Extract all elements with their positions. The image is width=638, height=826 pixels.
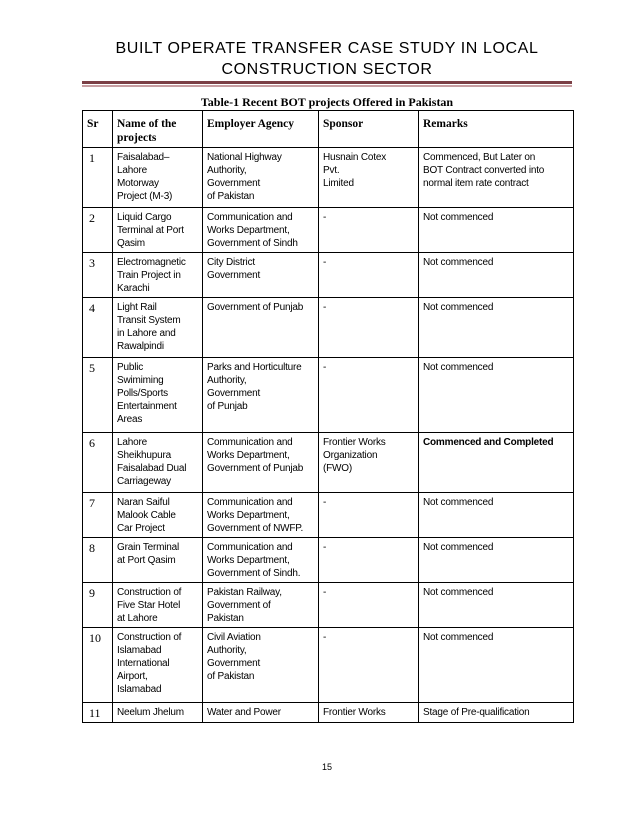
- row-employer-line: Parks and Horticulture: [207, 362, 302, 373]
- row-sr: 6: [83, 433, 113, 493]
- row-employer-line: Pakistan: [207, 613, 244, 624]
- row-name-line: International: [117, 658, 170, 669]
- row-employer: [203, 538, 319, 583]
- row-sponsor: [319, 703, 419, 723]
- table-row: [83, 628, 574, 703]
- row-name-line: Construction of: [117, 587, 182, 598]
- row-remarks: [419, 703, 574, 723]
- row-remarks: [419, 493, 574, 538]
- row-sponsor-line: Frontier Works: [323, 707, 386, 718]
- row-name: [113, 628, 203, 703]
- row-employer: [203, 253, 319, 298]
- row-name: [113, 358, 203, 433]
- row-name-line: Transit System: [117, 315, 181, 326]
- row-name: [113, 208, 203, 253]
- row-remarks-line: Not commenced: [423, 257, 494, 268]
- row-remarks-line: Stage of Pre-qualification: [423, 707, 530, 718]
- row-name-line: Malook Cable: [117, 510, 176, 521]
- row-sponsor: [319, 433, 419, 493]
- header-line-1: BUILT OPERATE TRANSFER CASE STUDY IN LOCAL: [115, 40, 539, 57]
- row-sponsor: [319, 208, 419, 253]
- row-employer-line: Government: [207, 270, 261, 281]
- row-employer-line: Communication and: [207, 212, 293, 223]
- row-name-line: Faisalabad–: [117, 152, 170, 163]
- row-employer: [203, 208, 319, 253]
- document-header: [82, 38, 572, 80]
- row-employer: [203, 703, 319, 723]
- row-sponsor: [319, 253, 419, 298]
- row-remarks-line: Commenced and Completed: [423, 437, 554, 448]
- row-sponsor: [319, 358, 419, 433]
- row-sponsor-line: (FWO): [323, 463, 352, 474]
- row-name-line: Electromagnetic: [117, 257, 186, 268]
- row-employer: [203, 583, 319, 628]
- row-name-line: Polls/Sports: [117, 388, 168, 399]
- row-name-line: Faisalabad Dual: [117, 463, 187, 474]
- row-name-line: Airport,: [117, 671, 148, 682]
- row-remarks-line: Not commenced: [423, 587, 494, 598]
- row-name-line: Islamabad: [117, 645, 162, 656]
- row-name: [113, 253, 203, 298]
- row-employer-line: Government: [207, 178, 261, 189]
- row-employer-line: Government: [207, 658, 261, 669]
- row-name: [113, 493, 203, 538]
- row-sponsor-line: Husnain Cotex: [323, 152, 386, 163]
- column-header-employer: Employer Agency: [203, 111, 319, 148]
- row-employer-line: City District: [207, 257, 255, 268]
- row-sponsor: [319, 628, 419, 703]
- row-employer-line: National Highway: [207, 152, 282, 163]
- row-employer: [203, 358, 319, 433]
- header-rule-dark: [82, 81, 572, 84]
- row-name-line: Islamabad: [117, 684, 162, 695]
- row-employer-line: Communication and: [207, 497, 293, 508]
- row-employer-line: Government of Punjab: [207, 463, 304, 474]
- row-employer-line: Government: [207, 388, 261, 399]
- row-name: [113, 433, 203, 493]
- row-name: [113, 298, 203, 358]
- row-name-line: Lahore: [117, 437, 147, 448]
- row-sponsor-line: -: [323, 497, 327, 508]
- table-row: [83, 298, 574, 358]
- table-row: [83, 703, 574, 723]
- row-employer-line: Government of Sindh: [207, 238, 298, 249]
- row-employer-line: Authority,: [207, 165, 247, 176]
- table-row: [83, 538, 574, 583]
- table-caption: Table-1 Recent BOT projects Offered in Pakistan: [200, 95, 454, 109]
- row-name-line: Construction of: [117, 632, 182, 643]
- row-employer-line: of Punjab: [207, 401, 248, 412]
- table-header-row: [83, 111, 574, 148]
- row-sr: 7: [83, 493, 113, 538]
- row-remarks-line: Not commenced: [423, 212, 494, 223]
- row-name-line: Car Project: [117, 523, 165, 534]
- row-remarks-line: normal item rate contract: [423, 178, 529, 189]
- row-name-line: Karachi: [117, 283, 150, 294]
- page-number: 15: [321, 762, 332, 772]
- row-sr: 5: [83, 358, 113, 433]
- row-sr: 10: [83, 628, 113, 703]
- row-name-line: at Port Qasim: [117, 555, 176, 566]
- row-employer: [203, 148, 319, 208]
- row-employer-line: Water and Power: [207, 707, 281, 718]
- column-header-remarks: Remarks: [419, 111, 574, 148]
- row-name-line: Public: [117, 362, 144, 373]
- row-name-line: Sheikhupura: [117, 450, 171, 461]
- bot-projects-table: [82, 110, 574, 723]
- row-sr: 1: [83, 148, 113, 208]
- row-employer-line: Works Department,: [207, 555, 290, 566]
- row-remarks: [419, 208, 574, 253]
- row-employer-line: Authority,: [207, 375, 247, 386]
- table-row: [83, 433, 574, 493]
- table-row: [83, 358, 574, 433]
- row-name-line: Rawalpindi: [117, 341, 164, 352]
- row-remarks: [419, 148, 574, 208]
- row-name-line: Grain Terminal: [117, 542, 180, 553]
- row-remarks: [419, 538, 574, 583]
- row-employer-line: Civil Aviation: [207, 632, 261, 643]
- row-name-line: Naran Saiful: [117, 497, 170, 508]
- row-remarks: [419, 433, 574, 493]
- row-employer-line: Government of Punjab: [207, 302, 304, 313]
- row-name-line: Project (M-3): [117, 191, 173, 202]
- row-name: [113, 148, 203, 208]
- row-sr: 9: [83, 583, 113, 628]
- row-employer-line: Communication and: [207, 437, 293, 448]
- table-row: [83, 253, 574, 298]
- row-name-line: Liquid Cargo: [117, 212, 172, 223]
- row-name: [113, 583, 203, 628]
- row-sponsor: [319, 493, 419, 538]
- table-row: [83, 208, 574, 253]
- row-employer-line: Government of NWFP.: [207, 523, 304, 534]
- row-sponsor-line: -: [323, 212, 327, 223]
- row-name-line: Light Rail: [117, 302, 157, 313]
- row-sponsor: [319, 583, 419, 628]
- row-sponsor-line: -: [323, 302, 327, 313]
- row-remarks-line: Commenced, But Later on: [423, 152, 536, 163]
- row-employer: [203, 628, 319, 703]
- table-row: [83, 148, 574, 208]
- row-sponsor: [319, 538, 419, 583]
- row-sponsor-line: -: [323, 362, 327, 373]
- row-employer: [203, 298, 319, 358]
- header-line-2: CONSTRUCTION SECTOR: [221, 61, 433, 78]
- row-name-line: Five Star Hotel: [117, 600, 181, 611]
- row-name: [113, 703, 203, 723]
- row-employer-line: of Pakistan: [207, 191, 255, 202]
- row-sr: 8: [83, 538, 113, 583]
- row-sponsor-line: Organization: [323, 450, 378, 461]
- row-name-line: Carriageway: [117, 476, 171, 487]
- row-employer-line: Works Department,: [207, 450, 290, 461]
- row-remarks-line: Not commenced: [423, 362, 494, 373]
- row-name-line: at Lahore: [117, 613, 158, 624]
- row-sr: 2: [83, 208, 113, 253]
- row-remarks-line: Not commenced: [423, 302, 494, 313]
- row-sponsor-line: -: [323, 632, 327, 643]
- row-employer: [203, 433, 319, 493]
- row-sponsor-line: -: [323, 542, 327, 553]
- row-name-line: Qasim: [117, 238, 145, 249]
- row-sr: 11: [83, 703, 113, 723]
- row-remarks-line: Not commenced: [423, 497, 494, 508]
- row-sponsor-line: -: [323, 257, 327, 268]
- row-sr: 4: [83, 298, 113, 358]
- row-remarks: [419, 253, 574, 298]
- row-remarks: [419, 628, 574, 703]
- row-sponsor: [319, 298, 419, 358]
- row-sponsor-line: Frontier Works: [323, 437, 386, 448]
- row-remarks-line: BOT Contract converted into: [423, 165, 545, 176]
- table-body: [83, 148, 574, 723]
- row-name: [113, 538, 203, 583]
- column-header-name: Name of the projects: [113, 111, 203, 148]
- row-name-line: in Lahore and: [117, 328, 176, 339]
- row-sponsor: [319, 148, 419, 208]
- row-name-line: Motorway: [117, 178, 159, 189]
- row-employer-line: Authority,: [207, 645, 247, 656]
- column-header-sr: Sr: [83, 111, 113, 148]
- row-remarks-line: Not commenced: [423, 542, 494, 553]
- row-employer-line: Pakistan Railway,: [207, 587, 282, 598]
- row-sr: 3: [83, 253, 113, 298]
- row-remarks: [419, 583, 574, 628]
- row-remarks: [419, 298, 574, 358]
- row-sponsor-line: Limited: [323, 178, 354, 189]
- row-sponsor-line: -: [323, 587, 327, 598]
- row-name-line: Lahore: [117, 165, 147, 176]
- row-name-line: Neelum Jhelum: [117, 707, 184, 718]
- row-employer-line: of Pakistan: [207, 671, 255, 682]
- row-remarks: [419, 358, 574, 433]
- row-employer-line: Government of Sindh.: [207, 568, 301, 579]
- row-name-line: Areas: [117, 414, 143, 425]
- row-employer-line: Communication and: [207, 542, 293, 553]
- row-name-line: Train Project in: [117, 270, 181, 281]
- row-name-line: Terminal at Port: [117, 225, 184, 236]
- row-employer-line: Works Department,: [207, 510, 290, 521]
- table-row: [83, 583, 574, 628]
- row-name-line: Swimiming: [117, 375, 164, 386]
- table-row: [83, 493, 574, 538]
- column-header-sponsor: Sponsor: [319, 111, 419, 148]
- row-name-line: Entertainment: [117, 401, 177, 412]
- row-sponsor-line: Pvt.: [323, 165, 340, 176]
- row-employer-line: Works Department,: [207, 225, 290, 236]
- row-employer: [203, 493, 319, 538]
- header-rule-light: [82, 85, 572, 87]
- row-employer-line: Government of: [207, 600, 271, 611]
- row-remarks-line: Not commenced: [423, 632, 494, 643]
